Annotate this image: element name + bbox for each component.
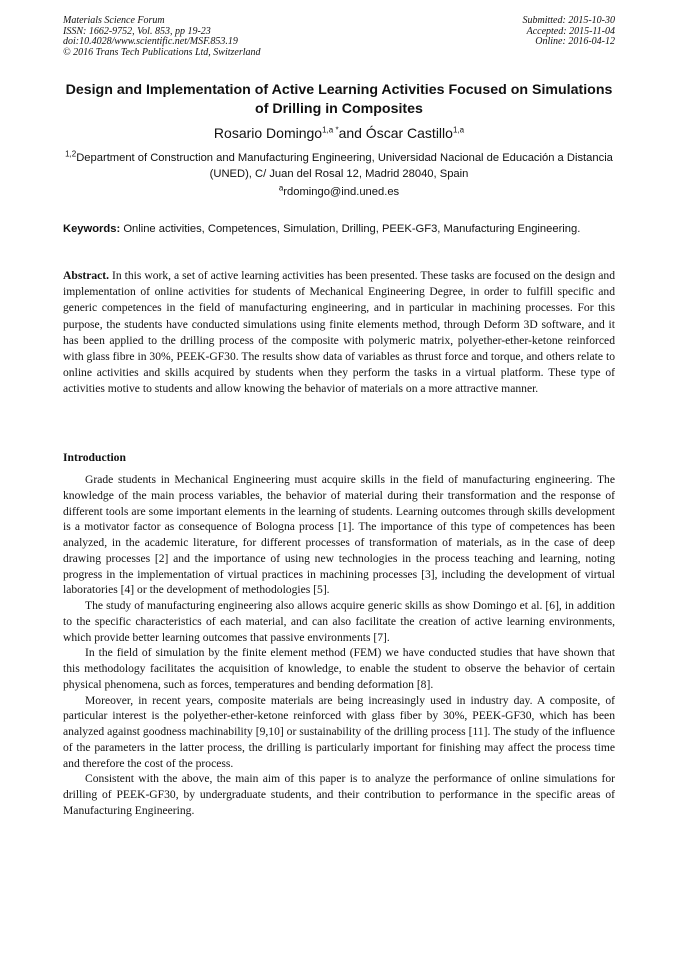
affiliation-superscript: 1,2: [65, 149, 77, 159]
publication-info: [63, 16, 261, 58]
body-paragraph: Grade students in Mechanical Engineering must acquire skills in the field of manufacturing engineering. The knowledge of the main process variables, the behavior of material during their transformation and the response of different tools are some important elements in the learning of students. Learning outcomes through skills development is a motivator factor as consequence of Bologna process [1]. The importance of this type of competences has been analyzed, in the academic literature, for different processes of transformation of materials, as in the case of deep drawing processes [2] and the importance of using new technologies in the process teaching and learning, noting progress in the implementation of virtual practices in machining processes [3], including the development of virtual laboratories [4] or the development of methodologies [5].: [63, 473, 615, 597]
body-paragraph: Consistent with the above, the main aim of this paper is to analyze the performance of online simulations for drilling of PEEK-GF30, by undergraduate students, and their contribution to performance in the specific areas of Manufacturing Engineering.: [63, 772, 615, 817]
accepted-date: Accepted: 2015-11-04: [526, 25, 615, 37]
affiliation: [63, 150, 615, 182]
publication-dates: [523, 16, 616, 48]
email-superscript: a: [278, 183, 284, 193]
body-paragraph: The study of manufacturing engineering also allows acquire generic skills as show Domingo et al. [6], in addition to the specific characteristics of each material, and can also facilitate the creation of active learning environments, which provide better learning outcomes that passive environments [7].: [63, 599, 615, 644]
affiliation-text: Department of Construction and Manufacturing Engineering, Universidad Nacional de Educación a Distancia (UNED), C/ Juan del Rosal 12, Madrid 28040, Spain: [76, 152, 613, 180]
section-heading: Introduction: [63, 451, 126, 464]
submitted-date: Submitted: 2015-10-30: [522, 15, 615, 26]
author-name: and Óscar Castillo: [338, 125, 453, 141]
author-name: Rosario Domingo: [213, 125, 323, 141]
corresponding-email: [60, 185, 618, 199]
paper-title: Design and Implementation of Active Learning Activities Focused on Simulations of Drilling in Composites: [65, 82, 613, 117]
author-superscript: 1,a: [452, 125, 465, 135]
body-paragraph: Moreover, in recent years, composite materials are being increasingly used in industry day. A composite, of particular interest is the polyether-ether-ketone reinforced with glass fiber by 30%, PEEK-GF30, which has been analyzed against goodness machinability [9,10] or sustainability of the drilling process [11]. The study of the influence of the parameters in the latter process, the drilling is particularly important for finishing may affect the process time and therefore the cost of the process.: [63, 693, 615, 770]
issn-line: ISSN: 1662-9752, Vol. 853, pp 19-23: [63, 25, 211, 37]
body-paragraph: In the field of simulation by the finite element method (FEM) we have conducted studies that have shown that this methodology facilitates the acquisition of knowledge, to enable the student to observe the behavior of certain physical phenomena, such as forces, temperatures and bending deformation [8].: [63, 646, 615, 691]
introduction-body: [63, 472, 615, 819]
abstract-label: Abstract.: [63, 269, 110, 282]
online-date: Online: 2016-04-12: [535, 36, 615, 47]
keywords: [63, 222, 615, 236]
author-superscript: 1,a *: [322, 125, 339, 135]
doi-line: doi:10.4028/www.scientific.net/MSF.853.19: [63, 36, 238, 47]
email-address: rdomingo@ind.uned.es: [283, 186, 400, 198]
copyright-line: © 2016 Trans Tech Publications Ltd, Switzerland: [63, 46, 261, 58]
abstract: [63, 268, 615, 398]
keywords-label: Keywords:: [63, 223, 121, 235]
journal-name: Materials Science Forum: [63, 15, 165, 26]
abstract-text: In this work, a set of active learning activities has been presented. These tasks are focused on the design and implementation of online activities for students of Mechanical Engineering Degree, in order to fulfill specific and generic competences in the field of manufacturing engineering, and in particular in machining processes. For this purpose, the students have conducted simulations using finite elements method, through Deform 3D software, and it has been applied to the drilling process of the composite with polymeric matrix, polyether-ether-ketone reinforced with glass fibre in 30%, PEEK-GF30. The results show data of variables as thrust force and torque, and others relate to online activities and skills acquired by students when they perform the tasks in a virtual platform. These type of activities motive to students and allow knowing the behavior of materials on a more attractive manner.: [63, 269, 615, 396]
keywords-text: Online activities, Competences, Simulation, Drilling, PEEK-GF3, Manufacturing Engineering.: [123, 223, 581, 235]
author-line: [60, 124, 618, 142]
